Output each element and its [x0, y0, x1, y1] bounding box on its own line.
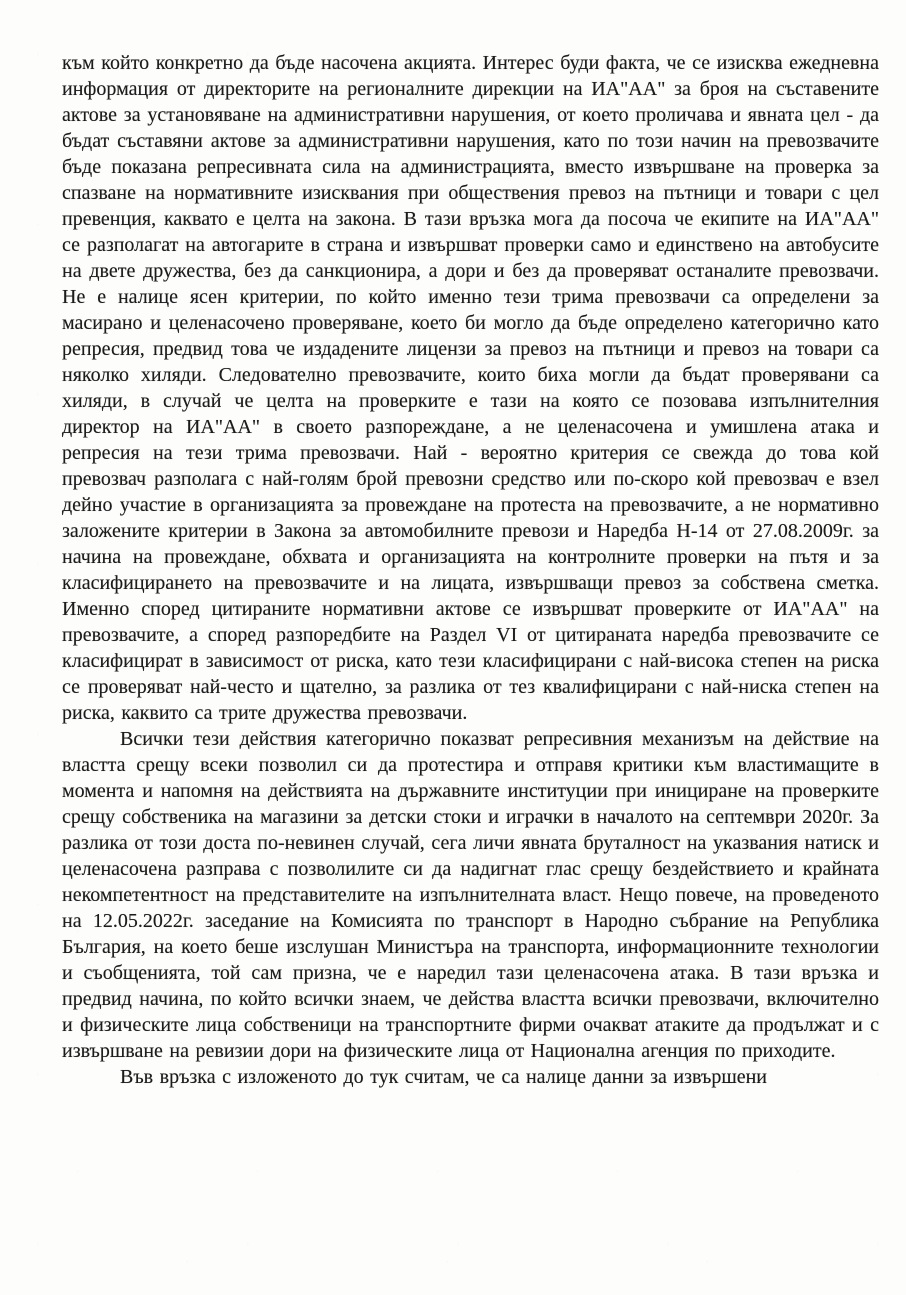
paragraph-continuation: към който конкретно да бъде насочена акцията. Интерес буди факта, че се изисква ежедневна информация от директорите на регионалните дирекции на ИА"АА" за броя на съставените актове за установяване на административни нарушения, от което проличава и явната цел - да бъдат съставяни актове за административни нарушения, като по този начин на превозвачите бъде показана репресивната сила на администрацията, вместо извършване на проверка за спазване на нормативните изисквания при обществения превоз на пътници и товари с цел превенция, каквато е целта на закона. В тази връзка мога да посоча че екипите на ИА"АА" се разполагат на автогарите в страна и извършват проверки само и единствено на автобусите на двете дружества, без да санкционира, а дори и без да проверяват останалите превозвачи. Не е налице ясен критерии, по който именно тези трима превозвачи са определени за масирано и целенасочено проверяване, което би могло да бъде определено категорично като репресия, предвид това че издадените лицензи за превоз на пътници и превоз на товари са няколко хиляди. Следователно превозвачите, които биха могли да бъдат проверявани са хиляди, в случай че целта на проверките е тази на която се позовава изпълнителния директор на ИА"АА" в своето разпореждане, а не целенасочена и умишлена атака и репресия на тези трима превозвачи. Най - вероятно критерия се свежда до това кой превозвач разполага с най-голям брой превозни средство или по-скоро кой превозвач е взел дейно участие в организацията за провеждане на протеста на превозвачите, а не нормативно заложените критерии в Закона за автомобилните превози и Наредба Н-14 от 27.08.2009г. за начина на провеждане, обхвата и организацията на контролните проверки на пътя и за класифицирането на превозвачите и на лицата, извършващи превоз за собствена сметка. Именно според цитираните нормативни актове се извършват проверките от ИА"АА" на превозвачите, а според разпоредбите на Раздел VI от цитираната наредба превозвачите се класифицират в зависимост от риска, като тези класифицирани с най-висока степен на риска се проверяват най-често и щателно, за разлика от тез квалифицирани с най-ниска степен на риска, каквито са трите дружества превозвачи.: [62, 52, 879, 724]
paragraph-repressive-mechanism: Всички тези действия категорично показват репресивния механизъм на действие на властта срещу всеки позволил си да протестира и отправя критики към властимащите в момента и напомня на действията на държавните институции при инициране на проверките срещу собственика на магазини за детски стоки и играчки в началото на септември 2020г. За разлика от този доста по-невинен случай, сега личи явната бруталност на указвания натиск и целенасочена разправа с позволилите си да надигнат глас срещу бездействието и крайната некомпетентност на представителите на изпълнителната власт. Нещо повече, на проведеното на 12.05.2022г. заседание на Комисията по транспорт в Народно събрание на Република България, на което беше изслушан Министъра на транспорта, информационните технологии и съобщенията, той сам призна, че е наредил тази целенасочена атака. В тази връзка и предвид начина, по който всички знаем, че действа властта всички превозвачи, включително и физическите лица собственици на транспортните фирми очакват атаките да продължат и с извършване на ревизии дори на физическите лица от Национална агенция по приходите.: [62, 728, 879, 1062]
paragraph-conclusion-start: Във връзка с изложеното до тук считам, че са налице данни за извършени: [120, 1066, 768, 1088]
document-text-block: [62, 50, 879, 1090]
